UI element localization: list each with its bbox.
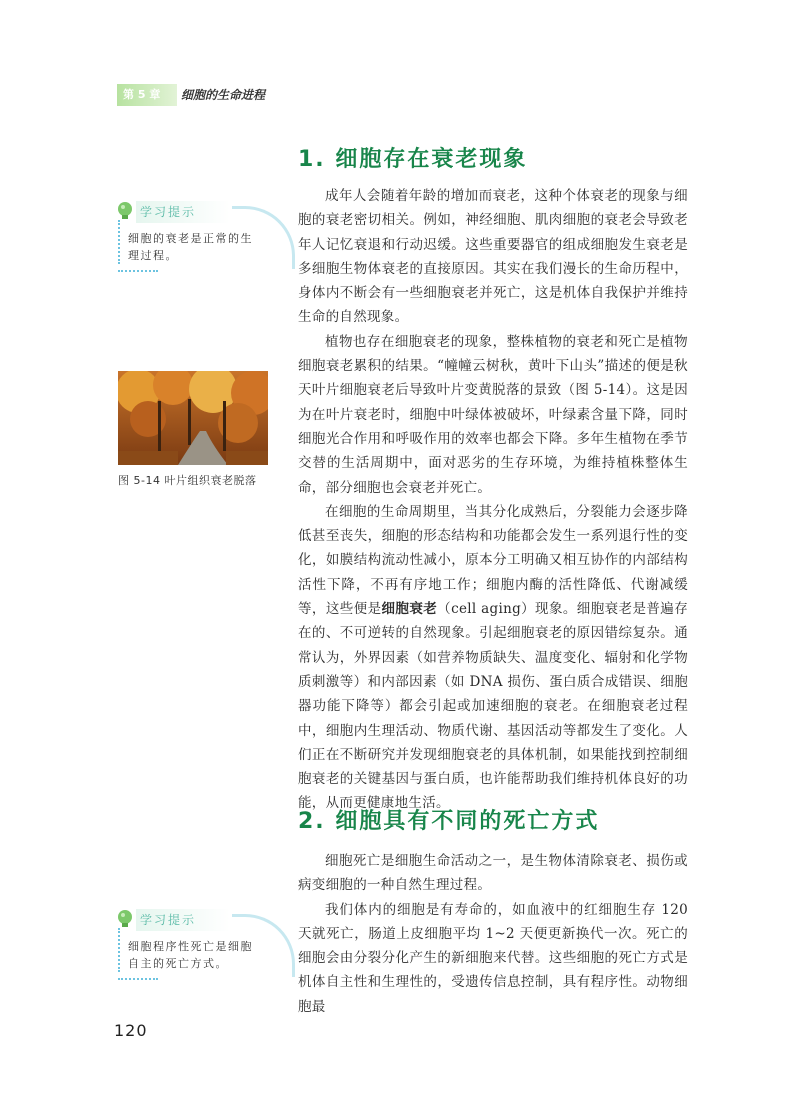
decorative-arc bbox=[232, 206, 295, 269]
section-title-2: 2. 细胞具有不同的死亡方式 bbox=[298, 809, 600, 834]
study-tip-text: 细胞程序性死亡是细胞自主的死亡方式。 bbox=[128, 940, 253, 970]
dotted-divider bbox=[118, 270, 158, 274]
chapter-title: 细胞的生命进程 bbox=[181, 88, 266, 102]
paragraph: 植物也存在细胞衰老的现象，整株植物的衰老和死亡是植物细胞衰老累积的结果。“幢幢云树秋，黄叶下山头”描述的便是秋天叶片细胞衰老后导致叶片变黄脱落的景致（图 5-14）。这是因为在叶片衰老时，细胞中叶绿体被破坏，叶绿素含量下降，同时细胞光合作用和呼吸作用的效率也都会下降。多年生植物在季节交替的生活周期中，面对恶劣的生存环境，为维持植株整体生命，部分细胞也会衰老并死亡。 bbox=[298, 333, 688, 496]
study-tip-box bbox=[112, 908, 277, 982]
key-term: 细胞衰老 bbox=[381, 601, 438, 618]
study-tip-label: 学习提示 bbox=[136, 909, 230, 931]
autumn-forest-photo bbox=[118, 371, 268, 465]
lightbulb-icon bbox=[114, 908, 136, 930]
paragraph: 细胞死亡是细胞生命活动之一，是生物体清除衰老、损伤或病变细胞的一种自然生理过程。 bbox=[298, 853, 688, 894]
study-tip-label: 学习提示 bbox=[136, 201, 230, 223]
section-1-body bbox=[298, 184, 688, 816]
decorative-arc bbox=[232, 914, 295, 977]
section-title-1: 1. 细胞存在衰老现象 bbox=[298, 147, 528, 172]
section-2-body bbox=[298, 849, 688, 1019]
study-tip-box bbox=[112, 200, 277, 274]
lightbulb-icon bbox=[114, 200, 136, 222]
dotted-divider bbox=[118, 928, 120, 972]
dotted-divider bbox=[118, 220, 120, 264]
study-tip-text: 细胞的衰老是正常的生理过程。 bbox=[128, 232, 253, 262]
paragraph: 成年人会随着年龄的增加而衰老，这种个体衰老的现象与细胞的衰老密切相关。例如，神经细胞、肌肉细胞的衰老会导致老年人记忆衰退和行动迟缓。这些重要器官的组成细胞发生衰老是多细胞生物体衰老的直接原因。其实在我们漫长的生命历程中，身体内不断会有一些细胞衰老并死亡，这是机体自我保护并维持生命的自然现象。 bbox=[298, 188, 688, 326]
paragraph: 我们体内的细胞是有寿命的，如血液中的红细胞生存 120 天就死亡，肠道上皮细胞平均 1~2 天便更新换代一次。死亡的细胞会由分裂分化产生的新细胞来代替。这些细胞的死亡方式是机体自主性和生理性的，受遗传信息控制，具有程序性。动物细胞最 bbox=[298, 901, 688, 1015]
chapter-badge: 第 5 章 bbox=[117, 84, 177, 106]
figure-caption: 图 5-14 叶片组织衰老脱落 bbox=[118, 474, 257, 487]
dotted-divider bbox=[118, 978, 158, 982]
paragraph: 在细胞的生命周期里，当其分化成熟后，分裂能力会逐步降低甚至丧失，细胞的形态结构和功能都会发生一系列退行性的变化，如膜结构流动性减小，原本分工明确又相互协作的内部结构活性下降，不再有序地工作；细胞内酶的活性降低、代谢减缓等，这些便是细胞衰老（cell aging）现象。细胞衰老是普遍存在的、不可逆转的自然现象。引起细胞衰老的原因错综复杂。通常认为，外界因素（如营养物质缺失、温度变化、辐射和化学物质刺激等）和内部因素（如 DNA 损伤、蛋白质合成错误、细胞器功能下降等）都会引起或加速细胞的衰老。在细胞衰老过程中，细胞内生理活动、物质代谢、基因活动等都发生了变化。人们正在不断研究并发现细胞衰老的具体机制，如果能找到控制细胞衰老的关键基因与蛋白质，也许能帮助我们维持机体良好的功能，从而更健康地生活。 bbox=[298, 503, 688, 812]
page-number: 120 bbox=[114, 1021, 148, 1040]
